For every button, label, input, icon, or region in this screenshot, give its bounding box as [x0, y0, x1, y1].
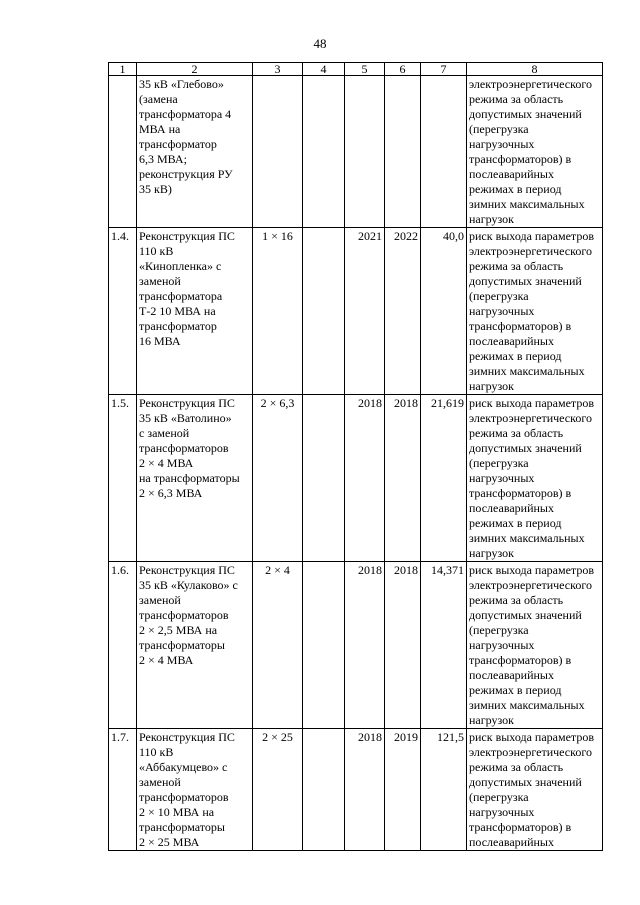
project-name-line: 2 × 4 МВА [139, 653, 194, 667]
project-name-line: трансформаторов [139, 441, 229, 455]
end-year-cell: 2018 [385, 562, 421, 729]
justification-line: электроэнергетического [469, 745, 592, 759]
table-row [109, 76, 603, 228]
cost-cell: 21,619 [421, 395, 467, 562]
justification-line: режимах в период [469, 349, 562, 363]
project-name-line: (замена [139, 92, 178, 106]
justification-line: электроэнергетического [469, 578, 592, 592]
justification-cell [467, 562, 603, 729]
justification-line: риск выхода параметров [469, 730, 594, 744]
project-name-line: 35 кВ «Ватолино» [139, 411, 232, 425]
justification-line: (перегрузка [469, 456, 529, 470]
project-name-line: МВА на [139, 122, 181, 136]
project-name-line: 2 × 25 МВА [139, 835, 200, 849]
project-name-line: трансформаторов [139, 608, 229, 622]
project-name-line: 110 кВ [139, 244, 174, 258]
project-name-cell [137, 562, 253, 729]
project-name-line: 6,3 МВА; [139, 152, 187, 166]
justification-line: режима за область [469, 92, 564, 106]
justification-line: зимних максимальных [469, 197, 585, 211]
start-year-cell: 2018 [345, 395, 385, 562]
project-name-line: 2 × 4 МВА [139, 456, 194, 470]
justification-line: электроэнергетического [469, 244, 592, 258]
table-row [109, 395, 603, 562]
item-number-cell: 1.7. [109, 729, 137, 851]
cost-cell: 40,0 [421, 228, 467, 395]
start-year-cell: 2018 [345, 562, 385, 729]
justification-line: нагрузок [469, 379, 515, 393]
project-name-line: 35 кВ «Глебово» [139, 77, 224, 91]
justification-cell [467, 729, 603, 851]
column-4-cell [303, 395, 345, 562]
capacity-cell: 2 × 25 [253, 729, 303, 851]
project-name-line: на трансформаторы [139, 471, 240, 485]
header-cell: 1 [109, 63, 137, 76]
justification-line: зимних максимальных [469, 698, 585, 712]
project-name-line: заменой [139, 593, 181, 607]
justification-line: допустимых значений [469, 107, 582, 121]
header-cell: 3 [253, 63, 303, 76]
header-cell: 4 [303, 63, 345, 76]
justification-line: электроэнергетического [469, 77, 592, 91]
project-name-line: 2 × 10 МВА на [139, 805, 215, 819]
justification-line: (перегрузка [469, 623, 529, 637]
project-name-cell [137, 76, 253, 228]
end-year-cell: 2018 [385, 395, 421, 562]
justification-line: послеаварийных [469, 668, 554, 682]
justification-line: нагрузочных [469, 805, 535, 819]
project-name-line: заменой [139, 775, 181, 789]
project-name-line: «Аббакумцево» с [139, 760, 228, 774]
justification-line: риск выхода параметров [469, 563, 594, 577]
justification-line: трансформаторов) в [469, 152, 572, 166]
project-name-line: Реконструкция ПС [139, 730, 235, 744]
item-number-cell: 1.4. [109, 228, 137, 395]
project-name-cell [137, 228, 253, 395]
justification-line: режима за область [469, 426, 564, 440]
project-name-line: заменой [139, 274, 181, 288]
justification-line: (перегрузка [469, 790, 529, 804]
capacity-cell: 1 × 16 [253, 228, 303, 395]
header-cell: 5 [345, 63, 385, 76]
justification-cell [467, 395, 603, 562]
capacity-cell: 2 × 6,3 [253, 395, 303, 562]
end-year-cell [385, 76, 421, 228]
justification-line: зимних максимальных [469, 531, 585, 545]
project-name-line: «Кинопленка» с [139, 259, 222, 273]
header-cell: 8 [467, 63, 603, 76]
start-year-cell: 2021 [345, 228, 385, 395]
justification-line: послеаварийных [469, 501, 554, 515]
justification-line: (перегрузка [469, 289, 529, 303]
project-name-line: Т-2 10 МВА на [139, 304, 216, 318]
project-name-line: Реконструкция ПС [139, 229, 235, 243]
justification-line: нагрузок [469, 713, 515, 727]
start-year-cell [345, 76, 385, 228]
justification-line: трансформаторов) в [469, 319, 572, 333]
justification-line: режима за область [469, 593, 564, 607]
header-cell: 7 [421, 63, 467, 76]
cost-cell: 14,371 [421, 562, 467, 729]
header-cell: 2 [137, 63, 253, 76]
table-row [109, 228, 603, 395]
table-body [109, 63, 603, 851]
project-name-line: 110 кВ [139, 745, 174, 759]
justification-line: режима за область [469, 760, 564, 774]
justification-cell [467, 228, 603, 395]
item-number-cell: 1.6. [109, 562, 137, 729]
project-name-line: 2 × 6,3 МВА [139, 486, 203, 500]
project-name-line: с заменой [139, 426, 190, 440]
project-name-line: трансформатора 4 [139, 107, 232, 121]
justification-line: риск выхода параметров [469, 229, 594, 243]
table-row [109, 729, 603, 851]
project-name-cell [137, 395, 253, 562]
justification-line: послеаварийных [469, 167, 554, 181]
header-cell: 6 [385, 63, 421, 76]
project-name-line: трансформатор [139, 319, 217, 333]
justification-line: режимах в период [469, 516, 562, 530]
justification-line: нагрузочных [469, 471, 535, 485]
header-row [109, 63, 603, 76]
project-name-line: реконструкция РУ [139, 167, 233, 181]
justification-line: нагрузочных [469, 137, 535, 151]
justification-line: режимах в период [469, 182, 562, 196]
project-name-line: трансформатор [139, 137, 217, 151]
justification-line: допустимых значений [469, 775, 582, 789]
project-name-cell [137, 729, 253, 851]
justification-line: допустимых значений [469, 608, 582, 622]
justification-line: трансформаторов) в [469, 653, 572, 667]
justification-line: послеаварийных [469, 835, 554, 849]
project-name-line: трансформаторы [139, 638, 225, 652]
justification-line: режима за область [469, 259, 564, 273]
end-year-cell: 2022 [385, 228, 421, 395]
project-name-line: 2 × 2,5 МВА на [139, 623, 218, 637]
column-4-cell [303, 562, 345, 729]
justification-line: нагрузок [469, 546, 515, 560]
justification-line: послеаварийных [469, 334, 554, 348]
project-name-line: трансформатора [139, 289, 223, 303]
item-number-cell: 1.5. [109, 395, 137, 562]
data-table [108, 62, 603, 851]
justification-line: нагрузочных [469, 304, 535, 318]
justification-cell [467, 76, 603, 228]
column-4-cell [303, 76, 345, 228]
justification-line: риск выхода параметров [469, 396, 594, 410]
column-4-cell [303, 729, 345, 851]
justification-line: допустимых значений [469, 441, 582, 455]
justification-line: зимних максимальных [469, 364, 585, 378]
justification-line: трансформаторов) в [469, 486, 572, 500]
justification-line: режимах в период [469, 683, 562, 697]
project-name-line: трансформаторов [139, 790, 229, 804]
item-number-cell [109, 76, 137, 228]
start-year-cell: 2018 [345, 729, 385, 851]
project-name-line: Реконструкция ПС [139, 396, 235, 410]
cost-cell [421, 76, 467, 228]
cost-cell: 121,5 [421, 729, 467, 851]
justification-line: допустимых значений [469, 274, 582, 288]
project-name-line: 35 кВ) [139, 182, 172, 196]
justification-line: (перегрузка [469, 122, 529, 136]
table-row [109, 562, 603, 729]
justification-line: электроэнергетического [469, 411, 592, 425]
project-name-line: Реконструкция ПС [139, 563, 235, 577]
column-4-cell [303, 228, 345, 395]
justification-line: нагрузок [469, 212, 515, 226]
capacity-cell: 2 × 4 [253, 562, 303, 729]
end-year-cell: 2019 [385, 729, 421, 851]
project-name-line: 35 кВ «Кулаково» с [139, 578, 238, 592]
capacity-cell [253, 76, 303, 228]
justification-line: трансформаторов) в [469, 820, 572, 834]
project-name-line: 16 МВА [139, 334, 181, 348]
project-name-line: трансформаторы [139, 820, 225, 834]
justification-line: нагрузочных [469, 638, 535, 652]
page-number: 48 [313, 36, 327, 51]
